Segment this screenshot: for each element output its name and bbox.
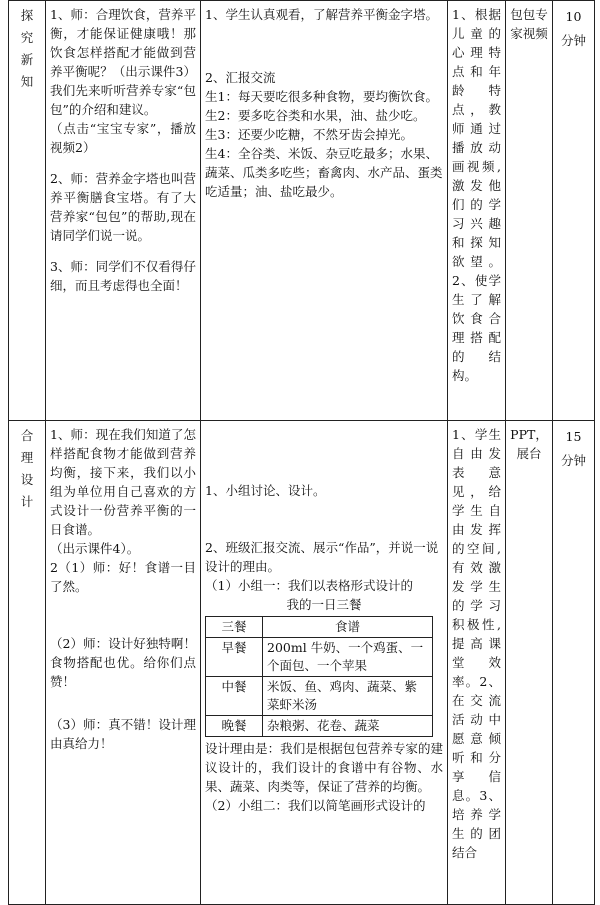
teacher-step: （点击“宝宝专家”，播放视频2） bbox=[50, 121, 196, 155]
student-activity-cell bbox=[201, 421, 448, 905]
student-step: 1、学生认真观看，了解营养平衡金字塔。 bbox=[205, 7, 438, 22]
group-two-label: （2）小组二：我们以简笔画形式设计的 bbox=[205, 798, 426, 813]
time-cell: 10分钟 bbox=[553, 1, 595, 421]
teacher-activity-cell bbox=[46, 1, 201, 421]
teacher-step: （出示课件4）。 bbox=[50, 541, 140, 556]
menu-recipe: 杂粮粥、花卷、蔬菜 bbox=[263, 716, 433, 737]
menu-meal: 中餐 bbox=[206, 677, 263, 716]
student-step: 生3：还要少吃糖，不然牙齿会掉光。 bbox=[205, 127, 413, 142]
time-cell: 15分钟 bbox=[553, 421, 595, 905]
menu-recipe: 200ml 牛奶、一个鸡蛋、一个面包、一个苹果 bbox=[263, 638, 433, 677]
teacher-activity-cell bbox=[46, 421, 201, 905]
resource-cell: PPT，展台 bbox=[506, 421, 553, 905]
student-step: 1、小组讨论、设计。 bbox=[205, 483, 326, 498]
menu-header-recipe: 食谱 bbox=[263, 617, 433, 638]
menu-meal: 晚餐 bbox=[206, 716, 263, 737]
daily-menu-table bbox=[205, 616, 433, 737]
student-step: 生4：全谷类、米饭、杂豆吃最多；水果、蔬菜、瓜类多吃些；畜禽肉、水产品、蛋类吃适量；油、盐吃最少。 bbox=[205, 146, 443, 199]
group-one-label: （1）小组一：我们以表格形式设计的 bbox=[205, 578, 413, 593]
menu-meal: 早餐 bbox=[206, 638, 263, 677]
menu-header-meal: 三餐 bbox=[206, 617, 263, 638]
teacher-step: 1、师：现在我们知道了怎样搭配食物才能做到营养均衡，接下来，我们以小组为单位用自己喜欢的方式设计一份营养平衡的一日食谱。 bbox=[50, 427, 196, 537]
student-step: 2、班级汇报交流、展示“作品”，并说一说设计的理由。 bbox=[205, 540, 439, 574]
teacher-step: （2）师：设计好独特啊！食物搭配也优。给你们点赞！ bbox=[50, 636, 196, 689]
student-step: 生1：每天要吃很多种食物，要均衡饮食。 bbox=[205, 89, 438, 104]
resource-cell: 包包专家视频 bbox=[506, 1, 553, 421]
student-step: 生2：要多吃谷类和水果，油、盐少吃。 bbox=[205, 108, 426, 123]
teacher-step: 3、师：同学们不仅看得仔细，而且考虑得也全面！ bbox=[50, 259, 196, 293]
design-intent-cell: 1、根据儿童的心理特点和年龄特点，教师通过播放动画视频,激发他们的学习兴趣和探知欲望。2、使学生了解饮食合理搭配的结构。 bbox=[448, 1, 506, 421]
table-row-explore bbox=[9, 1, 595, 421]
design-reason: 设计理由是：我们是根据包包营养专家的建议设计的，我们设计的食谱中有谷物、水果、蔬菜、肉类等，保证了营养的均衡。 bbox=[205, 741, 443, 794]
table-row-design bbox=[9, 421, 595, 905]
student-step: 2、汇报交流 bbox=[205, 70, 276, 85]
teacher-step: （3）师：真不错！设计理由真给力！ bbox=[50, 717, 196, 751]
design-intent-cell: 1、学生自由发表意见，给学生自由发挥的空间,有效激发学生的学习积极性,提高课堂效率。2、在交流活动中愿意倾听和分享信息。3、培养学生的团结合 bbox=[448, 421, 506, 905]
stage-cell: 探究新知 bbox=[9, 1, 46, 421]
teacher-step: 1、师：合理饮食，营养平衡，才能保证健康哦！那饮食怎样搭配才能做到营养平衡呢？（出示课件3）我们先来听听营养专家“包包”的介绍和建议。 bbox=[50, 7, 196, 117]
menu-title: 我的一日三餐 bbox=[286, 597, 362, 612]
teacher-step: 2、师：营养金字塔也叫营养平衡膳食宝塔。有了大营养家“包包”的帮助,现在请同学们说一说。 bbox=[50, 171, 196, 243]
student-activity-cell bbox=[201, 1, 448, 421]
menu-recipe: 米饭、鱼、鸡肉、蔬菜、紫菜虾米汤 bbox=[263, 677, 433, 716]
teacher-step: 2（1）师：好！食谱一目了然。 bbox=[50, 560, 196, 594]
stage-cell: 合理设计 bbox=[9, 421, 46, 905]
lesson-plan-table bbox=[8, 0, 595, 905]
